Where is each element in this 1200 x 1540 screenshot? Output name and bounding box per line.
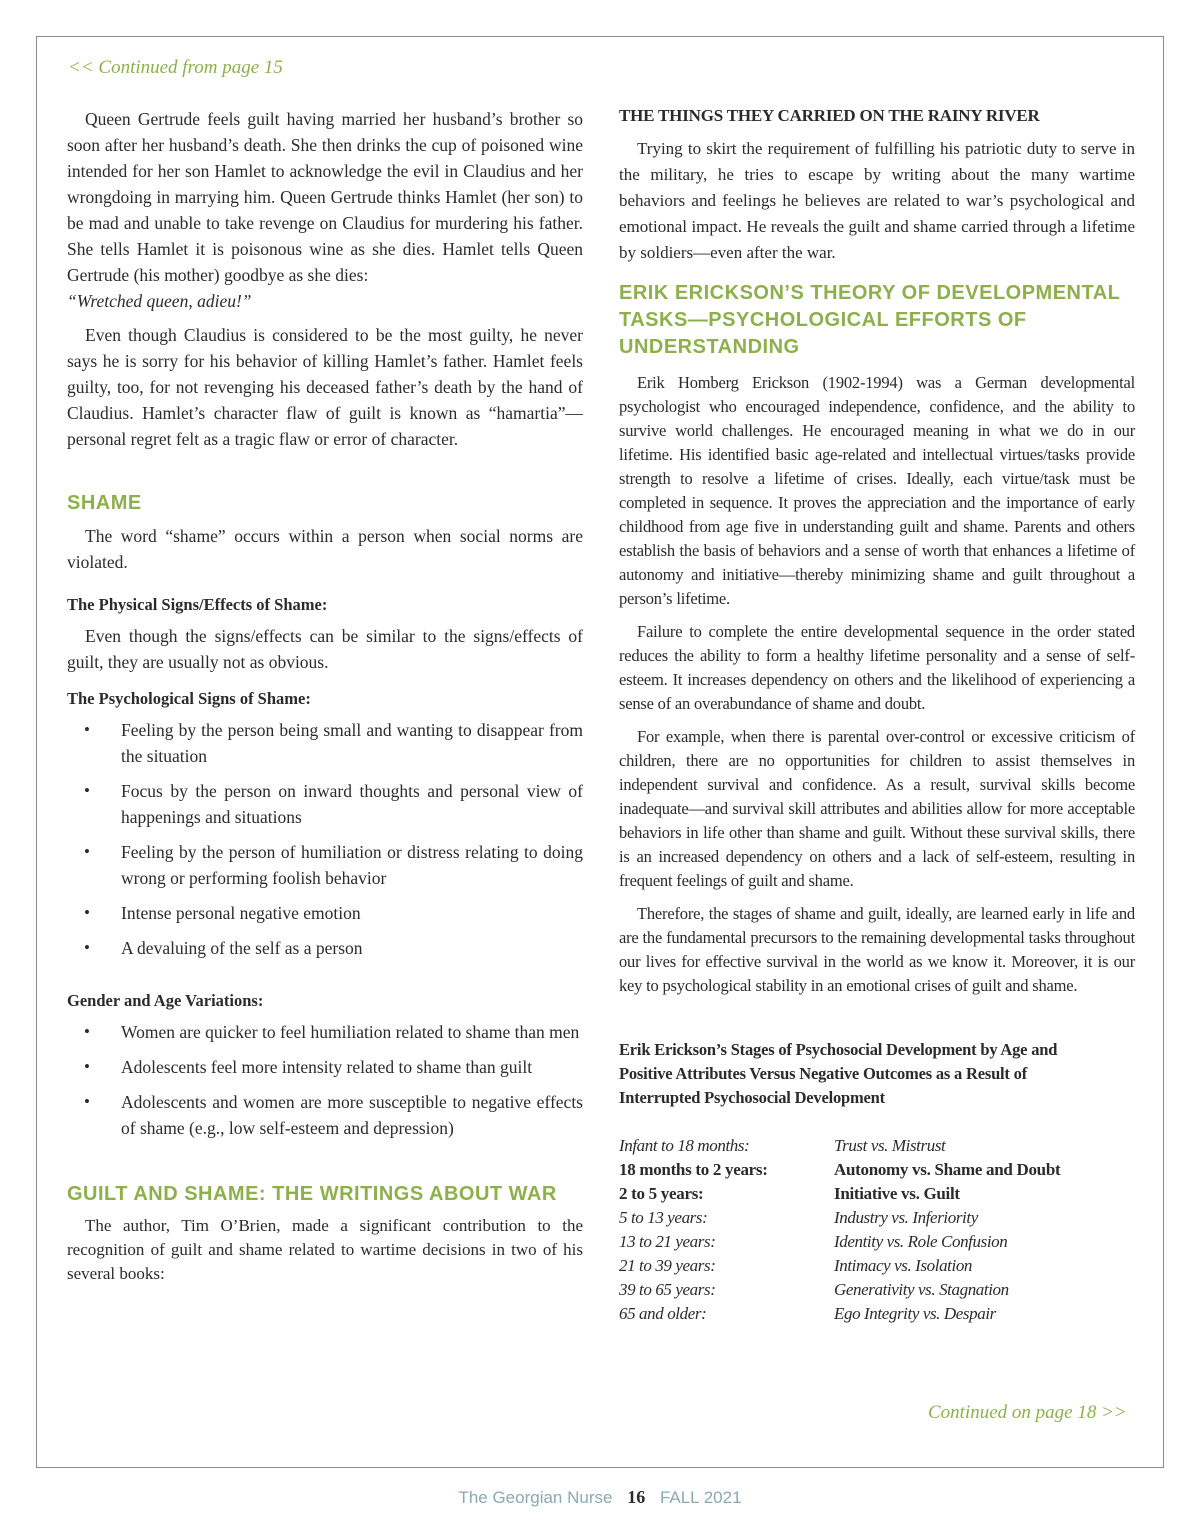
list-item <box>67 778 583 830</box>
stage-age: 13 to 21 years: <box>619 1232 716 1251</box>
paragraph: For example, when there is parental over-control or excessive criticism of children, there are no opportunities for children to assist themselves in independent survival and confidence. As a result, survival skills become inadequate—and survival skill attributes and abilities allow for more acceptable behaviors in life other than shame and guilt. Without these survival skills, there is an increased dependency on others and a lack of self-esteem, resulting in frequent feelings of guilt and shame. <box>619 727 1135 890</box>
stages-table-title: Erik Erickson’s Stages of Psychosocial Development by Age and Positive Attributes Versus Negative Outcomes as a Result of Interrupted Psychosocial Development <box>619 1040 1058 1107</box>
continued-from-link[interactable]: << Continued from page 15 <box>68 57 283 78</box>
list-item <box>67 1089 583 1141</box>
stages-table <box>619 1134 1135 1326</box>
list-item-text: Focus by the person on inward thoughts and personal view of happenings and situations <box>121 781 583 827</box>
stage-row <box>619 1134 1135 1158</box>
list-item-text: A devaluing of the self as a person <box>121 938 363 958</box>
stage-row <box>619 1254 1135 1278</box>
bullet-icon: • <box>84 938 90 957</box>
stage-age: 39 to 65 years: <box>619 1280 716 1299</box>
stage-row <box>619 1302 1135 1326</box>
stage-age: 21 to 39 years: <box>619 1256 716 1275</box>
paragraph: Even though the signs/effects can be similar to the signs/effects of guilt, they are usually not as obvious. <box>67 626 583 672</box>
list-item <box>67 900 583 926</box>
stage-name: Autonomy vs. Shame and Doubt <box>834 1160 1061 1179</box>
stage-age: 65 and older: <box>619 1304 707 1323</box>
stage-row <box>619 1206 1135 1230</box>
stage-name: Intimacy vs. Isolation <box>834 1256 973 1275</box>
stage-age: Infant to 18 months: <box>619 1136 750 1155</box>
stage-age: 2 to 5 years: <box>619 1184 704 1203</box>
stage-name: Initiative vs. Guilt <box>834 1184 960 1203</box>
list-item <box>67 839 583 891</box>
bullet-icon: • <box>84 781 90 800</box>
paragraph: Even though Claudius is considered to be the most guilty, he never says he is sorry for his behavior of killing Hamlet’s father. Hamlet feels guilty, too, for not revenging his deceased father’s death by the hand of Claudius. Hamlet’s character flaw of guilt is known as “hamartia”— personal regret felt as a tragic flaw or error of character. <box>67 325 583 449</box>
stage-age: 18 months to 2 years: <box>619 1160 768 1179</box>
paragraph: Erik Homberg Erickson (1902-1994) was a German developmental psychologist who encouraged independence, confidence, and the ability to survive world challenges. He encouraged meaning in what we do in our lifetime. His identified basic age-related and intellectual virtues/tasks provide strength to resolve a lifetime of crises. Ideally, each virtue/task must be completed in sequence. It proves the appreciation and the importance of early childhood from age five in understanding guilt and shame. Parents and others establish the basis of behaviors and a sense of worth that enhances a lifetime of autonomy and initiative—thereby minimizing shame and guilt throughout a person’s lifetime. <box>619 373 1135 608</box>
stage-row <box>619 1182 1135 1206</box>
stage-name: Industry vs. Inferiority <box>834 1208 978 1227</box>
stage-name: Identity vs. Role Confusion <box>834 1232 1008 1251</box>
bullet-icon: • <box>84 720 90 739</box>
list-item <box>67 935 583 961</box>
physical-signs-heading: The Physical Signs/Effects of Shame: <box>67 595 328 614</box>
list-item-text: Adolescents and women are more susceptible to negative effects of shame (e.g., low self-esteem and depression) <box>121 1092 583 1138</box>
paragraph: The word “shame” occurs within a person when social norms are violated. <box>67 526 583 572</box>
war-writings-heading: GUILT AND SHAME: THE WRITINGS ABOUT WAR <box>67 1183 557 1205</box>
list-item-text: Women are quicker to feel humiliation related to shame than men <box>121 1022 580 1042</box>
stage-row <box>619 1230 1135 1254</box>
paragraph: The author, Tim O’Brien, made a significant contribution to the recognition of guilt and shame related to wartime decisions in two of his several books: <box>67 1216 583 1283</box>
list-item-text: Adolescents feel more intensity related to shame than guilt <box>121 1057 533 1077</box>
shame-heading: SHAME <box>67 492 142 514</box>
list-item-text: Feeling by the person being small and wanting to disappear from the situation <box>121 720 583 766</box>
right-column <box>619 106 1135 1326</box>
stage-row <box>619 1278 1135 1302</box>
bullet-icon: • <box>84 842 90 861</box>
paragraph: Therefore, the stages of shame and guilt, ideally, are learned early in life and are the fundamental precursors to the remaining developmental tasks throughout our lives for effective survival in the world as we know it. Moreover, it is our key to psychological stability in an emotional crises of guilt and shame. <box>619 904 1135 995</box>
page-number: 16 <box>627 1487 646 1507</box>
stage-row <box>619 1158 1135 1182</box>
psychological-signs-heading: The Psychological Signs of Shame: <box>67 689 311 708</box>
bullet-icon: • <box>84 1022 90 1041</box>
gender-age-list <box>67 1019 583 1141</box>
stage-name: Ego Integrity vs. Despair <box>834 1304 996 1323</box>
page-footer <box>0 1487 1200 1508</box>
list-item-text: Intense personal negative emotion <box>121 903 361 923</box>
continued-on-link[interactable]: Continued on page 18 >> <box>928 1402 1127 1423</box>
stage-age: 5 to 13 years: <box>619 1208 708 1227</box>
left-column <box>67 106 583 1286</box>
bullet-icon: • <box>84 1092 90 1111</box>
list-item <box>67 1054 583 1080</box>
issue-date: FALL 2021 <box>659 1488 742 1507</box>
list-item <box>67 1019 583 1045</box>
stage-name: Generativity vs. Stagnation <box>834 1280 1009 1299</box>
gender-age-heading: Gender and Age Variations: <box>67 991 264 1010</box>
paragraph: Trying to skirt the requirement of fulfilling his patriotic duty to serve in the military, he tries to escape by writing about the many wartime behaviors and feelings he believes are related to war’s psychological and emotional impact. He reveals the guilt and shame carried through a lifetime by soldiers—even after the war. <box>619 139 1135 262</box>
bullet-icon: • <box>84 1057 90 1076</box>
stage-name: Trust vs. Mistrust <box>834 1136 946 1155</box>
erik-erickson-heading: ERIK ERICKSON’S THEORY OF DEVELOPMENTAL TASKS—PSYCHOLOGICAL EFFORTS OF UNDERSTANDING <box>619 282 1121 358</box>
paragraph: Failure to complete the entire developmental sequence in the order stated reduces the ability to form a healthy lifetime personality and a sense of self-esteem. It increases dependency on others and the likelihood of experiencing a sense of an overabundance of shame and doubt. <box>619 622 1135 713</box>
bullet-icon: • <box>84 903 90 922</box>
hamlet-quote: “Wretched queen, adieu!” <box>67 291 252 311</box>
paragraph: Queen Gertrude feels guilt having married her husband’s brother so soon after her husband’s death. She then drinks the cup of poisoned wine intended for her son Hamlet to acknowledge the evil in Claudius and her wrongdoing in marrying him. Queen Gertrude thinks Hamlet (her son) to be mad and unable to take revenge on Claudius for murdering his father. She tells Hamlet it is poisonous wine as she dies. Hamlet tells Queen Gertrude (his mother) goodbye as she dies: <box>67 109 583 285</box>
rainy-river-heading: THE THINGS THEY CARRIED ON THE RAINY RIVER <box>619 106 1040 125</box>
publication-name: The Georgian Nurse <box>458 1488 613 1507</box>
list-item-text: Feeling by the person of humiliation or distress relating to doing wrong or performing foolish behavior <box>121 842 583 888</box>
psychological-signs-list <box>67 717 583 961</box>
list-item <box>67 717 583 769</box>
